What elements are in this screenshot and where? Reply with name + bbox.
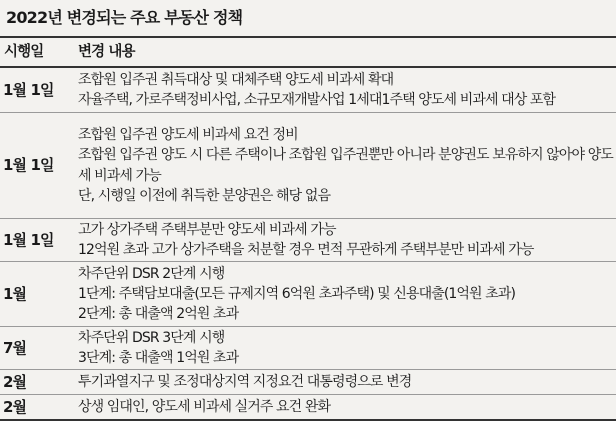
page-title: 2022년 변경되는 주요 부동산 정책: [6, 8, 243, 27]
content-line: 자율주택, 가로주택정비사업, 소규모재개발사업 1세대1주택 양도세 비과세 대상 포함: [78, 92, 556, 108]
content-line: 차주단위 DSR 2단계 시행: [78, 265, 225, 282]
row-date: 1월 1일: [0, 67, 70, 113]
content-line: 상생 임대인, 양도세 비과세 실거주 요건 완화: [78, 398, 331, 415]
policy-table: [0, 36, 616, 421]
table-header-row: [0, 37, 616, 67]
row-date: 1월: [0, 262, 70, 327]
row-date: 1월 1일: [0, 219, 70, 262]
row-content: [70, 113, 616, 219]
row-content: [70, 219, 616, 262]
table-row: [0, 262, 616, 327]
row-content: [70, 395, 616, 421]
content-line: 조합원 입주권 양도세 비과세 요건 정비: [78, 126, 298, 143]
table-row: [0, 395, 616, 421]
row-content: [70, 327, 616, 370]
row-date: 7월: [0, 327, 70, 370]
content-line: 투기과열지구 및 조정대상지역 지정요건 대통령령으로 변경: [78, 373, 412, 390]
table-row: [0, 370, 616, 395]
row-content: [70, 262, 616, 327]
row-date: 2월: [0, 395, 70, 421]
content-line: 2단계: 총 대출액 2억원 초과: [78, 306, 239, 323]
content-line: 3단계: 총 대출액 1억원 초과: [78, 350, 239, 366]
table-row: [0, 219, 616, 262]
content-line: 1단계: 주택담보대출(모든 규제지역 6억원 초과주택) 및 신용대출(1억원 초과): [78, 285, 516, 302]
content-line: 조합원 입주권 양도 시 다른 주택이나 조합원 입주권뿐만 아니라 분양권도 보유하지 않아야 양도세 비과세 가능: [78, 147, 613, 184]
content-line: 단, 시행일 이전에 취득한 분양권은 해당 없음: [78, 187, 331, 204]
content-line: 12억원 초과 고가 상가주택을 처분할 경우 면적 무관하게 주택부분만 비과세 가능: [78, 242, 534, 258]
row-content: [70, 67, 616, 113]
content-line: 고가 상가주택 주택부분만 양도세 비과세 가능: [78, 221, 336, 238]
header-content: 변경 내용: [70, 37, 616, 67]
content-line: 조합원 입주권 취득대상 및 대체주택 양도세 비과세 확대: [78, 71, 394, 88]
row-date: 2월: [0, 370, 70, 395]
table-row: [0, 327, 616, 370]
content-line: 차주단위 DSR 3단계 시행: [78, 329, 225, 346]
table-row: [0, 113, 616, 219]
row-date: 1월 1일: [0, 113, 70, 219]
header-date: 시행일: [0, 37, 70, 67]
table-row: [0, 67, 616, 113]
row-content: [70, 370, 616, 395]
